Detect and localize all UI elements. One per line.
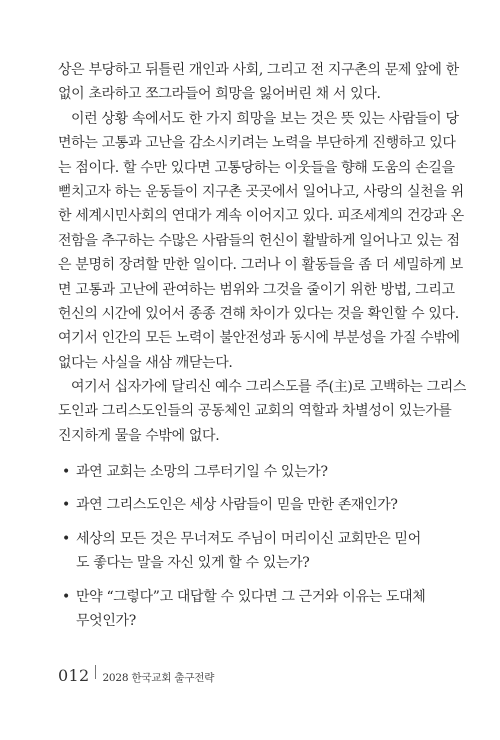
text-line: 여기서 인간의 모든 노력이 불안전성과 동시에 부분성을 가질 수밖에 xyxy=(58,330,460,347)
list-item-text: 도 좋다는 말을 자신 있게 할 수 있는가? xyxy=(76,555,310,572)
text-line: 헌신의 시간에 있어서 종종 견해 차이가 있다는 것을 확인할 수 있다. xyxy=(58,305,459,322)
text-line: 없이 초라하고 쪼그라들어 희망을 잃어버린 채 서 있다. xyxy=(58,86,381,103)
bullet-icon: • xyxy=(62,464,70,480)
page-number: 012 xyxy=(58,666,90,685)
bullet-icon: • xyxy=(62,530,70,547)
text-line: 상은 부당하고 뒤틀린 개인과 사회, 그리고 전 지구촌의 문제 앞에 한 xyxy=(58,62,459,78)
list-item-text: 세상의 모든 것은 무너져도 주님이 머리이신 교회만은 믿어 xyxy=(76,530,421,547)
list-item-text: 과연 그리스도인은 세상 사람들이 믿을 만한 존재인가? xyxy=(76,497,398,514)
text-line: 은 분명히 장려할 만한 일이다. 그러나 이 활동들을 좀 더 세밀하게 보 xyxy=(58,257,463,274)
text-line: 도인과 그리스도인들의 공동체인 교회의 역할과 차별성이 있는가를 xyxy=(58,403,452,420)
list-item-text: 무엇인가? xyxy=(76,612,136,629)
bullet-icon: • xyxy=(62,497,70,514)
text-line: 한 세계시민사회의 연대가 계속 이어지고 있다. 피조세계의 건강과 온 xyxy=(58,208,464,225)
footer-divider xyxy=(95,665,96,679)
text-line: 면하는 고통과 고난을 감소시키려는 노력을 부단하게 진행하고 있다 xyxy=(58,135,456,152)
list-item-continuation xyxy=(62,551,442,575)
text-line: 여기서 십자가에 달리신 예수 그리스도를 주(主)로 고백하는 그리스 xyxy=(71,379,467,396)
list-item xyxy=(62,460,442,484)
text-line: 없다는 사실을 새삼 깨닫는다. xyxy=(58,354,233,371)
text-line: 진지하게 물을 수밖에 없다. xyxy=(58,427,220,444)
text-line: 면 고통과 고난에 관여하는 범위와 그것을 줄이기 위한 방법, 그리고 xyxy=(58,281,455,298)
running-title: 2028 한국교회 출구전략 xyxy=(102,672,215,684)
list-item xyxy=(62,527,442,551)
text-line: 전함을 추구하는 수많은 사람들의 헌신이 활발하게 일어나고 있는 점 xyxy=(58,232,460,249)
question-list xyxy=(62,460,442,633)
bullet-icon: • xyxy=(62,588,70,605)
list-item-continuation xyxy=(62,609,442,633)
list-item xyxy=(62,493,442,517)
page-footer xyxy=(58,666,214,685)
list-item xyxy=(62,585,442,609)
text-line: 이런 상황 속에서도 한 가지 희망을 보는 것은 뜻 있는 사람들이 당 xyxy=(71,110,459,127)
list-item-text: 만약 “그렇다”고 대답할 수 있다면 그 근거와 이유는 도대체 xyxy=(76,588,426,605)
text-line: 뻗치고자 하는 운동들이 지구촌 곳곳에서 일어나고, 사랑의 실천을 위 xyxy=(58,183,464,200)
list-item-text: 과연 교회는 소망의 그루터기일 수 있는가? xyxy=(76,464,328,480)
text-line: 는 점이다. 할 수만 있다면 고통당하는 이웃들을 향해 도움의 손길을 xyxy=(58,159,455,176)
body-text xyxy=(58,58,467,448)
